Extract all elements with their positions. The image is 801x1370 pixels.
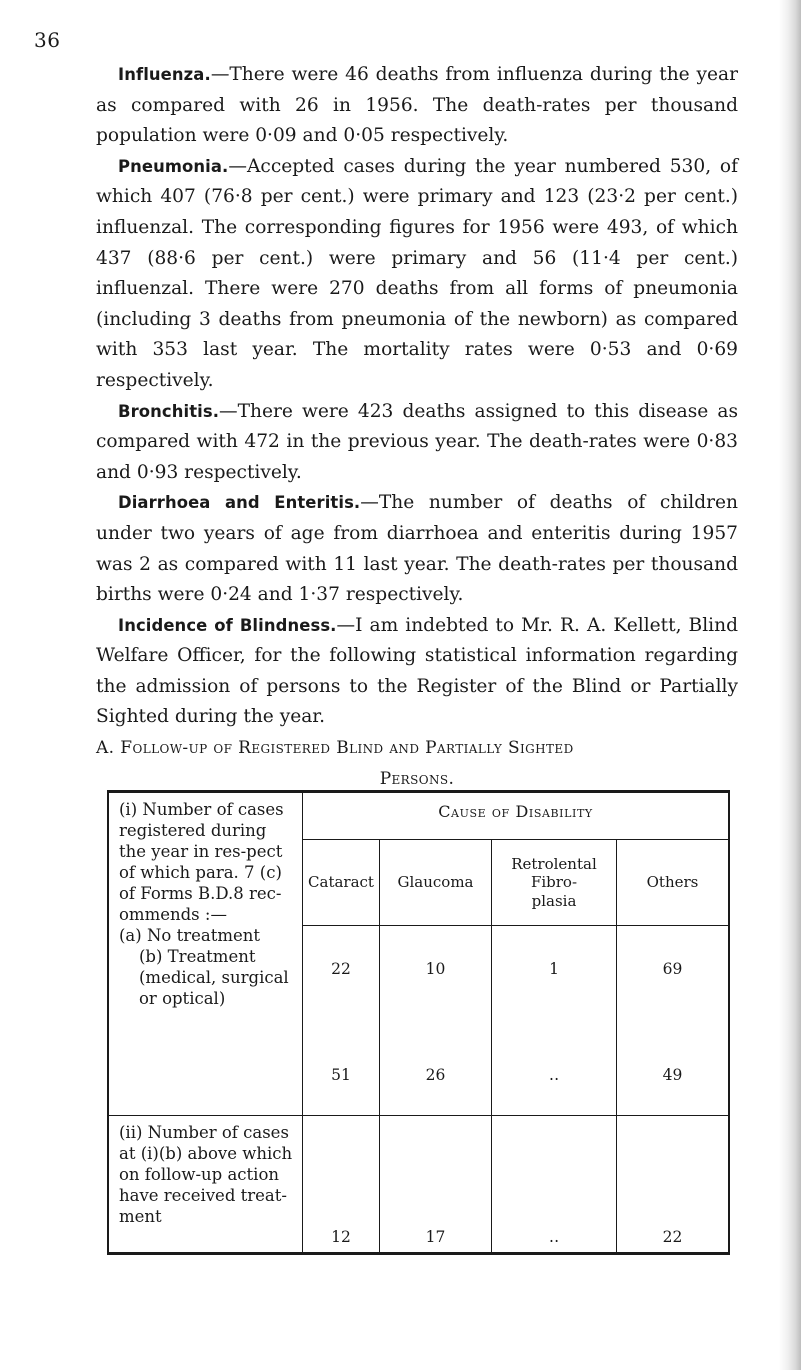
cell-glaucoma (380, 926, 492, 1116)
cell-row2-glaucoma (380, 1116, 492, 1254)
heading-blindness: Incidence of Blindness. (118, 615, 337, 635)
row1-label (108, 792, 303, 1116)
paragraph-body: —The number of deaths of children under two years of age from diarrhoea and enteritis during 1957 was 2 as compared with 11 last year. The death-rates per thousand births were 0·24 and 1·37 respectively. (96, 492, 738, 606)
paragraph-body: —Accepted cases during the year numbered 530, of which 407 (76·8 per cent.) were primary and 123 (23·2 per cent.) influenzal. The corresponding figures for 1956 were 493, of which 437 (88·6 per cent.) were primary and 56 (11·4 per cent.) influenzal. There were 270 deaths from all forms of pneumonia (including 3 deaths from pneumonia of the newborn) as compared with 353 last year. The mortality rates were 0·53 and 0·69 respectively. (96, 155, 738, 391)
value-1b-glaucoma: 26 (425, 1066, 446, 1084)
value-1b-retrolental: ‥ (548, 1066, 560, 1084)
section-title (96, 733, 738, 794)
value-2-retrolental: ‥ (548, 1228, 560, 1246)
col-header-retrolental-text: Retrolental Fibro-plasia (511, 854, 597, 910)
col-header-cataract: Cataract (303, 840, 380, 926)
section-title-line1: A. Follow-up of Registered Blind and Partially Sighted (96, 738, 574, 759)
paragraph-body: —I am indebted to Mr. R. A. Kellett, Blind Welfare Officer, for the following statistical information regarding the admission of persons to the Register of the Blind or Partially Sighted during the year. (96, 614, 738, 728)
paragraph-blindness (96, 611, 738, 733)
row1-a-label: (a) No treatment (119, 926, 260, 945)
value-1b-others: 49 (662, 1066, 683, 1084)
value-1a-retrolental: 1 (549, 960, 559, 978)
heading-influenza: Influenza. (118, 65, 211, 84)
cell-retrolental (492, 926, 617, 1116)
paragraph-pneumonia (96, 152, 738, 397)
heading-pneumonia: Pneumonia. (118, 156, 229, 176)
cause-of-disability-header: Cause of Disability (303, 792, 730, 840)
body-text (96, 60, 738, 794)
paragraph-body: —There were 423 deaths assigned to this disease as compared with 472 in the previous year. The death-rates were 0·83 and 0·93 respectively. (96, 400, 738, 483)
col-header-others: Others (617, 840, 730, 926)
paragraph-bronchitis (96, 397, 738, 489)
cell-cataract (303, 926, 380, 1116)
value-2-glaucoma: 17 (425, 1228, 446, 1246)
cell-row2-retrolental (492, 1116, 617, 1254)
value-1a-others: 69 (662, 960, 683, 978)
section-title-line2: Persons. (379, 768, 455, 789)
paragraph-diarrhoea (96, 488, 738, 610)
value-1a-glaucoma: 10 (425, 960, 446, 978)
col-header-retrolental (492, 840, 617, 926)
row1-b-label: (b) Treatment (medical, surgical or optical) (139, 947, 289, 1008)
cell-others (617, 926, 730, 1116)
cell-row2-others (617, 1116, 730, 1254)
row1-intro: (i) Number of cases registered during the year in res-pect of which para. 7 (c) of Forms B.D.8 rec-ommends :— (119, 800, 284, 924)
value-2-cataract: 12 (331, 1228, 351, 1246)
page-edge-shadow (779, 0, 801, 1370)
value-1b-cataract: 51 (331, 1066, 351, 1084)
value-1a-cataract: 22 (331, 960, 351, 978)
follow-up-table (107, 790, 730, 1255)
row2-label: (ii) Number of cases at (i)(b) above which on follow-up action have received treat-ment (108, 1116, 303, 1254)
paragraph-influenza (96, 60, 738, 152)
col-header-glaucoma: Glaucoma (380, 840, 492, 926)
page-number: 36 (34, 28, 61, 52)
cell-row2-cataract (303, 1116, 380, 1254)
heading-bronchitis: Bronchitis. (118, 401, 220, 421)
heading-diarrhoea: Diarrhoea and Enteritis. (118, 493, 361, 513)
value-2-others: 22 (662, 1228, 683, 1246)
paragraph-body: —There were 46 deaths from influenza during the year as compared with 26 in 1956. The death-rates per thousand population were 0·09 and 0·05 respectively. (96, 64, 738, 147)
